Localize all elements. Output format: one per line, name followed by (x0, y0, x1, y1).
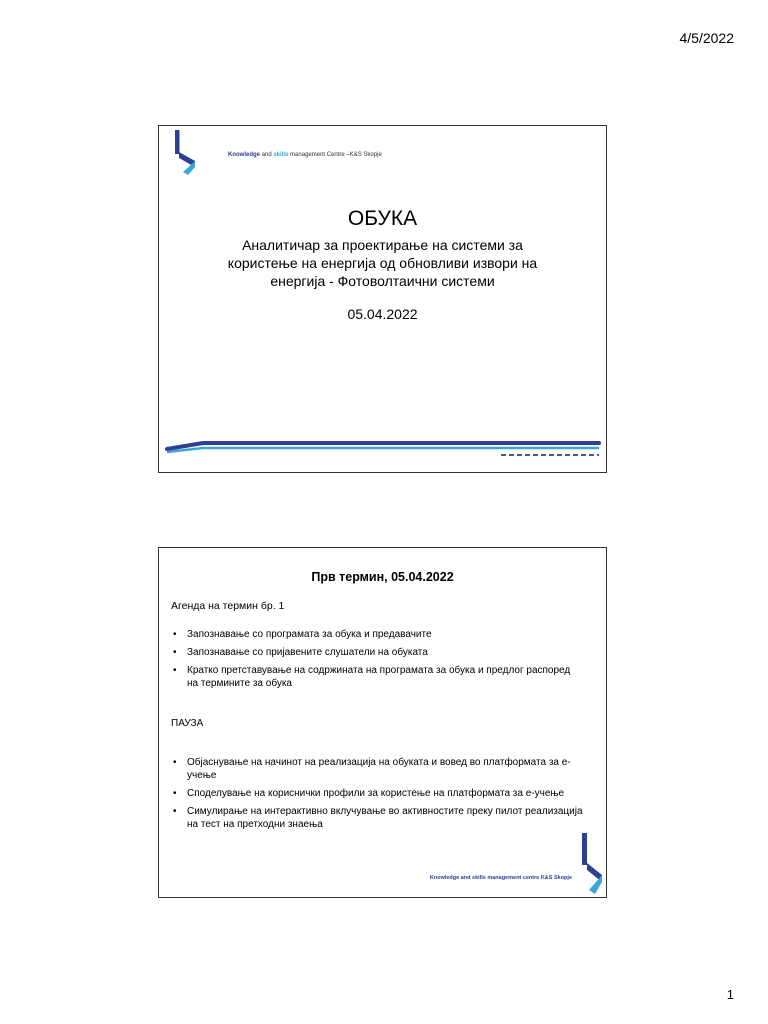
slide-2-title: Прв термин, 05.04.2022 (311, 570, 454, 584)
slide-2-footer: Knowledge and skills management centre K&S Skopje (429, 875, 572, 881)
tagline-rest: management Centre –K&S Skopje (288, 152, 382, 158)
slide-1-subtitle: Аналитичар за проектирање на системи за користење на енергија од обновливи извори на енергија - Фотоволтаични системи (227, 237, 538, 289)
pause-label: ПАУЗА (171, 718, 204, 729)
list-item: • Запознавање со програмата за обука и предавачите (171, 628, 584, 641)
tagline-and: and (260, 152, 274, 158)
agenda-list-after-pause (171, 756, 584, 836)
tagline-knowledge: Knowledge (228, 152, 261, 158)
slide-1-title: ОБУКА (347, 207, 418, 230)
list-item: • Симулирање на интерактивно вклучување во активностите преку пилот реализација на тест на претходни знаења (171, 805, 584, 831)
ks-logo-icon (173, 130, 197, 176)
agenda-heading: Агенда на термин бр. 1 (171, 600, 285, 612)
slide-1 (158, 125, 607, 473)
list-item: • Запознавање со пријавените слушатели на обуката (171, 646, 584, 659)
slide-2 (158, 547, 607, 898)
page-number: 1 (726, 987, 734, 1002)
decorative-footer-lines (165, 438, 601, 458)
slide-1-tagline (228, 152, 382, 158)
list-item: • Објаснување на начинот на реализација на обуката и вовед во платформата за е-учење (171, 756, 584, 782)
list-item: • Споделување на кориснички профили за користење на платформата за е-учење (171, 787, 584, 800)
list-item: • Кратко претставување на содржината на програмата за обука и предлог распоред на термините за обука (171, 664, 584, 690)
slide-1-date: 05.04.2022 (347, 306, 418, 322)
agenda-list-before-pause (171, 628, 584, 695)
ks-logo-icon (580, 833, 604, 895)
page-date: 4/5/2022 (679, 30, 734, 46)
tagline-skills: skills (273, 152, 289, 158)
